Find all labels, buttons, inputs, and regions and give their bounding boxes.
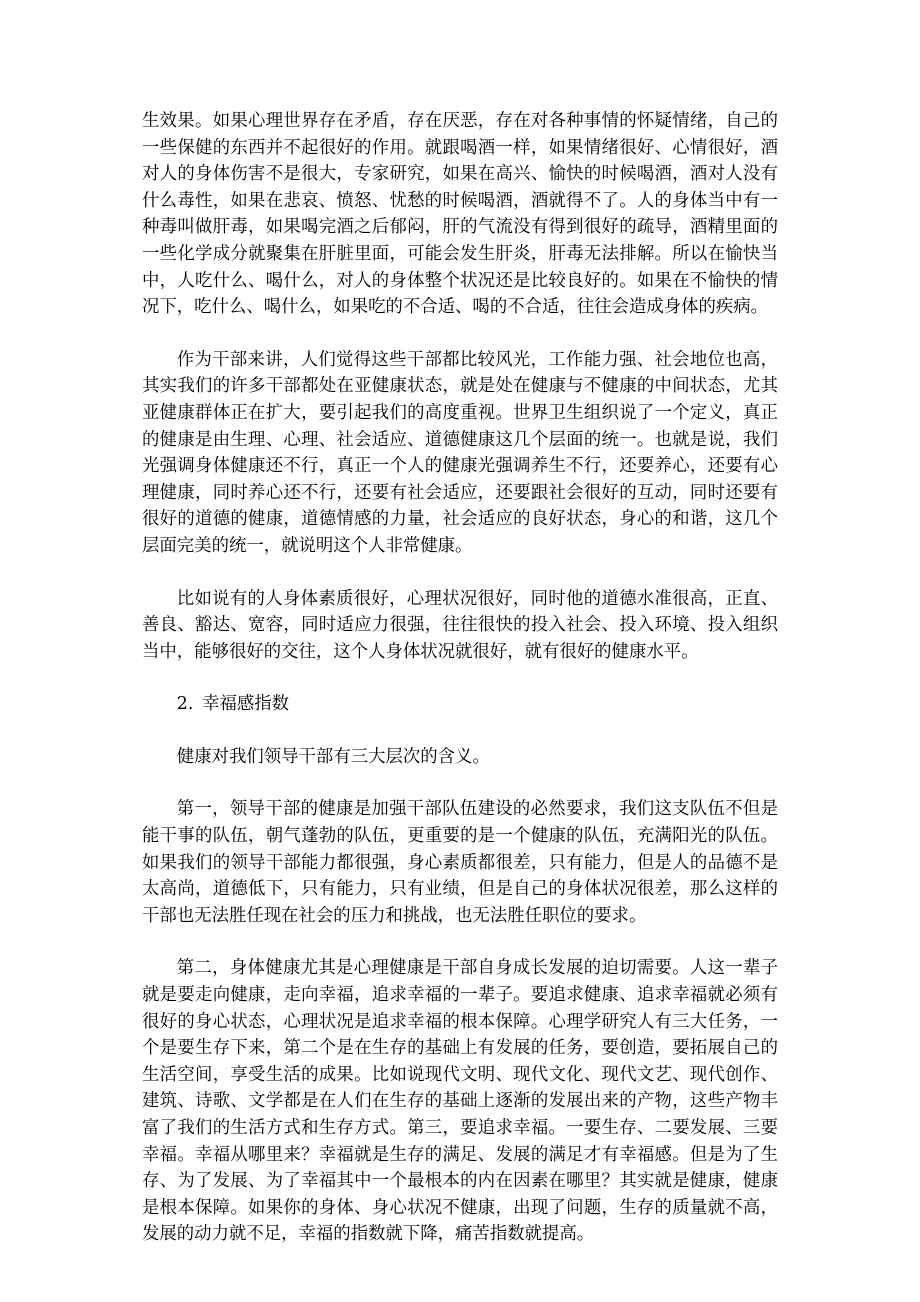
paragraph-1: 生效果。如果心理世界存在矛盾，存在厌恶，存在对各种事情的怀疑情绪，自己的一些保健的东西并不起很好的作用。就跟喝酒一样，如果情绪很好、心情很好，酒对人的身体伤害不是很大，专家研究，如果在高兴、愉快的时候喝酒，酒对人没有什么毒性，如果在悲哀、愤怒、忧愁的时候喝酒，酒就得不了。人的身体当中有一种毒叫做肝毒，如果喝完酒之后郁闷，肝的气流没有得到很好的疏导，酒精里面的一些化学成分就聚集在肝脏里面，可能会发生肝炎，肝毒无法排解。所以在愉快当中，人吃什么、喝什么，对人的身体整个状况还是比较良好的。如果在不愉快的情况下，吃什么、喝什么，如果吃的不合适、喝的不合适，往往会造成身体的疾病。 [142,111,778,318]
paragraph-4: 健康对我们领导干部有三大层次的含义。 [176,746,490,767]
document-page [142,108,778,1274]
paragraph-3: 比如说有的人身体素质很好，心理状况很好，同时他的道德水准很高，正直、善良、豁达、宽容，同时适应力很强，往往很快的投入社会、投入环境、投入组织当中，能够很好的交往，这个人身体状况就很好，就有很好的健康水平。 [142,588,778,662]
section-heading [142,691,778,718]
paragraph-2: 作为干部来讲，人们觉得这些干部都比较风光，工作能力强、社会地位也高，其实我们的许多干部都处在亚健康状态，就是处在健康与不健康的中间状态，尤其亚健康群体正在扩大，要引起我们的高度重视。世界卫生组织说了一个定义，真正的健康是由生理、心理、社会适应、道德健康这几个层面的统一。也就是说，我们光强调身体健康还不行，真正一个人的健康光强调养生不行，还要养心，还要有心理健康，同时养心还不行，还要有社会适应，还要跟社会很好的互动，同时还要有很好的道德的健康，道德情感的力量，社会适应的良好状态，身心的和谐，这几个层面完美的统一，就说明这个人非常健康。 [142,349,778,556]
paragraph-6: 第二，身体健康尤其是心理健康是干部自身成长发展的迫切需要。人这一辈子就是要走向健康，走向幸福，追求幸福的一辈子。要追求健康、追求幸福就必须有很好的身心状态，心理状况是追求幸福的根本保障。心理学研究人有三大任务，一个是要生存下来，第二个是在生存的基础上有发展的任务，要创造，要拓展自己的生活空间，享受生活的成果。比如说现代文明、现代文化、现代文艺、现代创作、建筑、诗歌、文学都是在人们在生存的基础上逐渐的发展出来的产物，这些产物丰富了我们的生活方式和生存方式。第三，要追求幸福。一要生存、二要发展、三要幸福。幸福从哪里来？幸福就是生存的满足、发展的满足才有幸福感。但是为了生存、为了发展、为了幸福其中一个最根本的内在因素在哪里？其实就是健康，健康是根本保障。如果你的身体、身心状况不健康，出现了问题，生存的质量就不高，发展的动力就不足，幸福的指数就下降，痛苦指数就提高。 [142,958,778,1245]
section-number: 2. [176,694,194,715]
section-title: 幸福感指数 [202,694,290,715]
paragraph-5: 第一，领导干部的健康是加强干部队伍建设的必然要求，我们这支队伍不但是能干事的队伍，朝气蓬勃的队伍，更重要的是一个健康的队伍，充满阳光的队伍。如果我们的领导干部能力都很强，身心素质都很差，只有能力，但是人的品德不是太高尚，道德低下，只有能力，只有业绩，但是自己的身体状况很差，那么这样的干部也无法胜任现在社会的压力和挑战，也无法胜任职位的要求。 [142,799,778,926]
